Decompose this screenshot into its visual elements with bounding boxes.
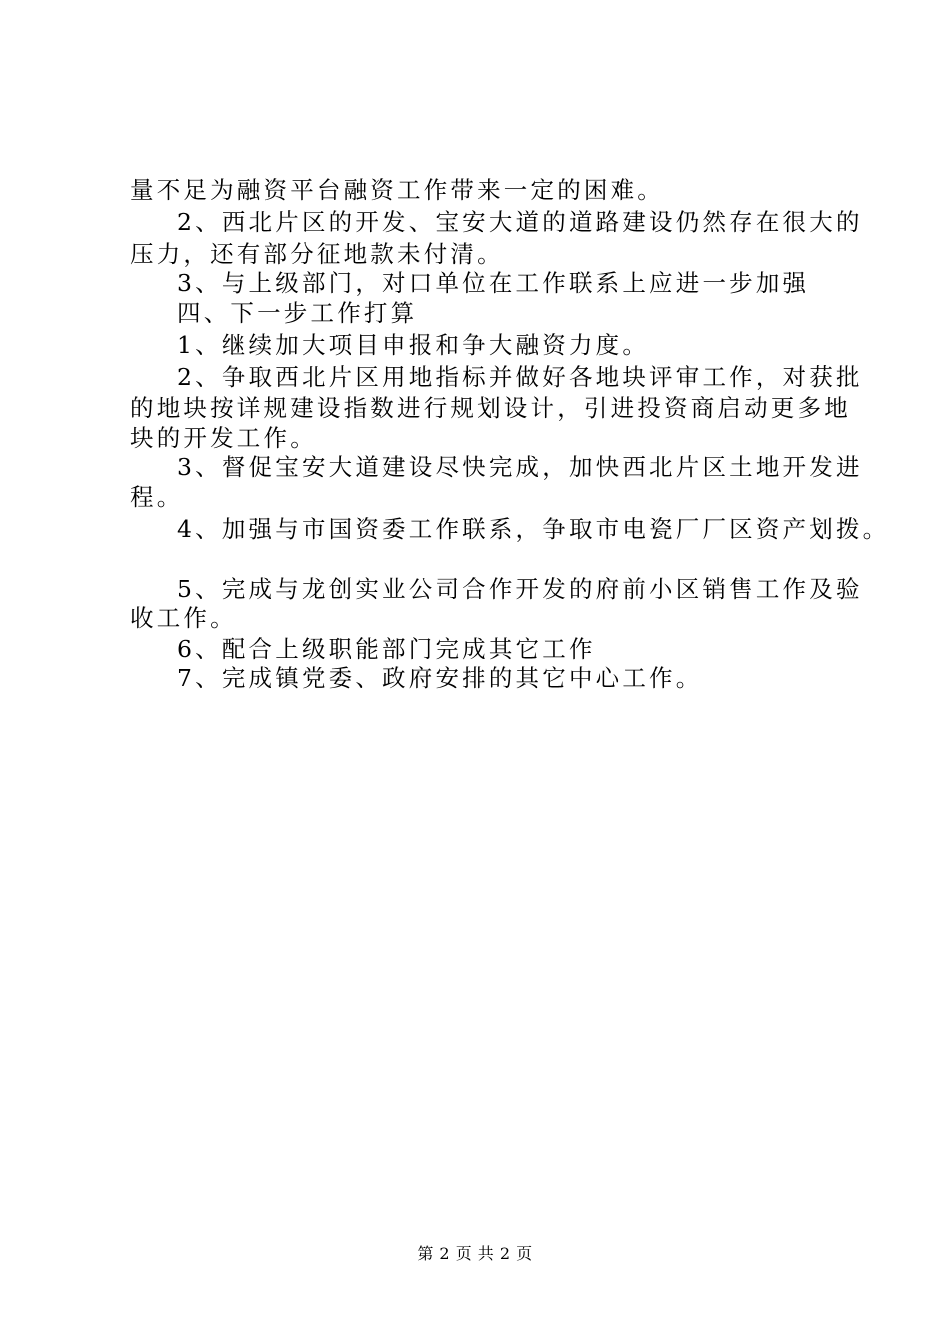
text-line: 2、西北片区的开发、宝安大道的道路建设仍然存在很大的 (177, 208, 863, 236)
text-line: 6、配合上级职能部门完成其它工作 (177, 635, 596, 663)
text-line: 5、完成与龙创实业公司合作开发的府前小区销售工作及验 (177, 575, 863, 603)
page-number-footer: 第 2 页 共 2 页 (417, 1244, 533, 1263)
text-line: 收工作。 (130, 604, 237, 632)
text-line: 压力，还有部分征地款未付清。 (130, 240, 504, 268)
text-line: 3、与上级部门，对口单位在工作联系上应进一步加强 (177, 269, 810, 297)
text-line: 4、加强与市国资委工作联系，争取市电瓷厂厂区资产划拨。 (177, 515, 890, 543)
text-line: 的地块按详规建设指数进行规划设计，引进投资商启动更多地 (130, 394, 851, 422)
text-line: 块的开发工作。 (130, 424, 317, 452)
text-line: 量不足为融资平台融资工作带来一定的困难。 (130, 176, 664, 204)
text-line: 7、完成镇党委、政府安排的其它中心工作。 (177, 664, 703, 692)
text-line: 3、督促宝安大道建设尽快完成，加快西北片区土地开发进 (177, 453, 863, 481)
text-line: 1、继续加大项目申报和争大融资力度。 (177, 331, 650, 359)
section-heading: 四、下一步工作打算 (177, 299, 418, 327)
text-line: 2、争取西北片区用地指标并做好各地块评审工作，对获批 (177, 363, 863, 391)
text-line: 程。 (130, 483, 184, 511)
